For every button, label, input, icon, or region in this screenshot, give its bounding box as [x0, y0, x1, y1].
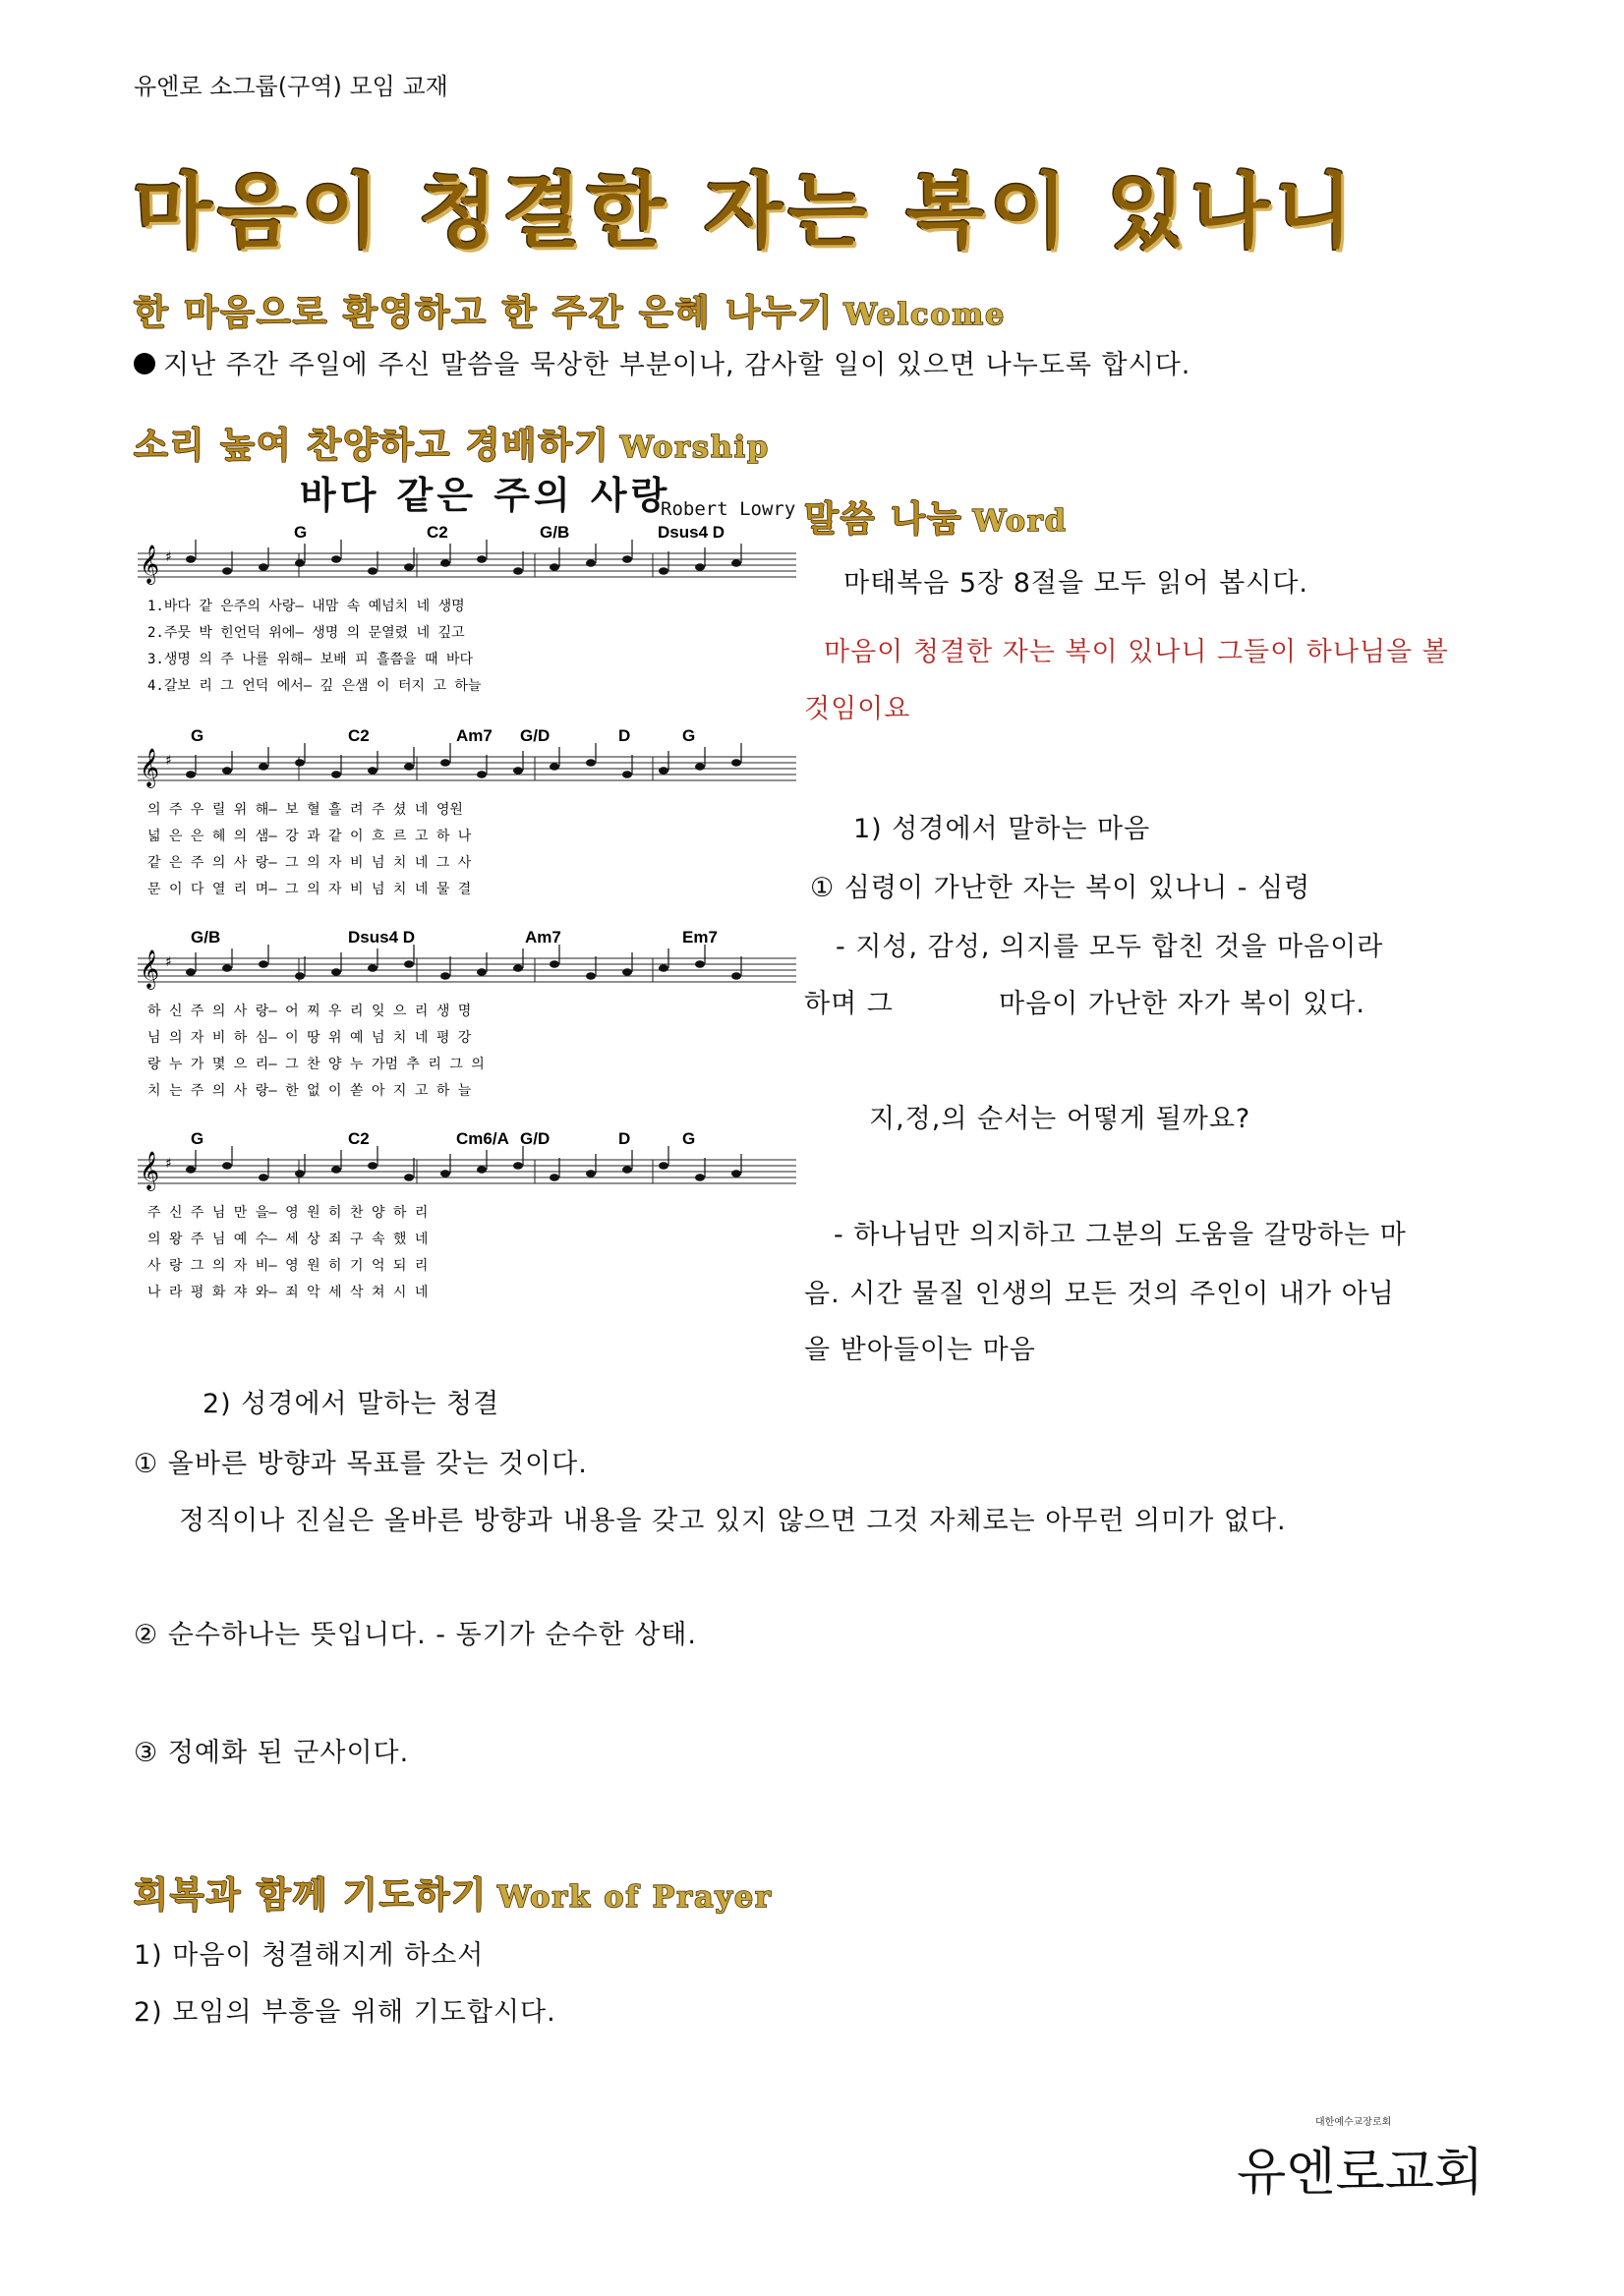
purity-point-1: ① 올바른 방향과 목표를 갖는 것이다. — [134, 1449, 588, 1479]
lyric-line: 의 왕 주 님 예 수― 세 상 죄 구 속 했 네 — [147, 1232, 429, 1247]
heart-desc-line-1: - 하나님만 의지하고 그분의 도움을 갈망하는 마 — [834, 1220, 1407, 1250]
sharp-icon: ♯ — [165, 954, 172, 970]
note-head — [368, 767, 377, 775]
note-head — [186, 555, 196, 563]
note-head — [477, 555, 487, 563]
note-head — [586, 972, 596, 980]
prayer-heading — [134, 1867, 773, 1918]
note-head — [222, 567, 232, 575]
heart-point-1-desc-1: - 지성, 감성, 의지를 모두 합친 것을 마음이라 — [836, 932, 1384, 962]
note-head — [477, 771, 487, 778]
chord-symbol: D — [618, 1129, 631, 1148]
purity-subtitle: 2) 성경에서 말하는 청결 — [203, 1389, 500, 1419]
chord-symbol: C2 — [348, 726, 370, 745]
note-head — [586, 759, 596, 767]
heart-desc-line-2: 음. 시간 물질 인생의 모든 것의 주인이 내가 아님 — [804, 1279, 1395, 1309]
note-head — [404, 1174, 414, 1181]
note-head — [513, 567, 523, 575]
note-head — [186, 1166, 196, 1174]
chord-symbol: Em7 — [682, 928, 718, 947]
note-head — [513, 1162, 523, 1170]
prayer-heading-en: Work of Prayer — [497, 1880, 773, 1915]
note-head — [295, 559, 305, 567]
note-head — [550, 960, 559, 968]
chord-symbol: G/B — [540, 523, 570, 542]
treble-clef-icon: 𝄞 — [140, 545, 160, 584]
note-head — [731, 972, 741, 980]
song-title: 바다 같은 주의 사랑 — [300, 474, 671, 517]
heart-point-1-desc-2a: 하며 그 — [804, 989, 894, 1019]
lyric-line: 사 랑 그 의 자 비― 영 원 히 기 억 되 리 — [147, 1258, 429, 1274]
purity-point-1-desc: 정직이나 진실은 올바른 방향과 내용을 갖고 있지 않으면 그것 자체로는 아무런 의미가 없다. — [179, 1506, 1287, 1536]
lyric-line: 3.생명 의 주 나를 위해― 보배 피 흘쯤을 때 바다 — [147, 652, 474, 667]
note-head — [368, 567, 377, 575]
note-head — [331, 771, 341, 778]
note-head — [259, 763, 268, 771]
note-head — [404, 763, 414, 771]
lyric-line: 치 는 주 의 사 랑― 한 없 이 쏟 아 지 고 하 늘 — [147, 1083, 472, 1099]
treble-clef-icon: 𝄞 — [140, 1151, 160, 1190]
worship-heading-en: Worship — [619, 430, 771, 465]
welcome-heading-en: Welcome — [843, 298, 1007, 332]
note-head — [695, 960, 705, 968]
bullet-icon — [134, 353, 155, 374]
chord-symbol: G — [682, 726, 696, 745]
chord-symbol: G/D — [520, 1129, 551, 1148]
word-heading — [804, 491, 1068, 542]
chord-symbol: G — [682, 1129, 696, 1148]
word-heading-ko: 말씀 나눔 — [804, 499, 963, 540]
verse-line-2: 것임이요 — [804, 694, 911, 724]
purity-point-3: ③ 정예화 된 군사이다. — [134, 1738, 410, 1768]
worship-heading-ko: 소리 높여 찬양하고 경배하기 — [134, 426, 610, 466]
prayer-heading-ko: 회복과 함께 기도하기 — [134, 1875, 489, 1916]
note-head — [259, 960, 268, 968]
chord-symbol: Dsus4 D — [658, 523, 725, 542]
music-system — [138, 523, 796, 694]
note-head — [659, 567, 668, 575]
chord-symbol: C2 — [427, 523, 448, 542]
note-head — [513, 964, 523, 972]
note-head — [404, 960, 414, 968]
note-head — [477, 968, 487, 976]
note-head — [731, 759, 741, 767]
note-head — [222, 767, 232, 775]
chord-symbol: Cm6/A — [456, 1129, 509, 1148]
lyric-line: 2.주뭇 박 힌언덕 위에― 생명 의 문열렸 네 깊고 — [147, 625, 465, 641]
treble-clef-icon: 𝄞 — [140, 949, 160, 989]
logo-small-text: 대한예수교장로회 — [1315, 2117, 1392, 2128]
note-head — [550, 1174, 559, 1181]
heart-question: 지,정,의 순서는 어떻게 될까요? — [869, 1104, 1251, 1134]
lyric-line: 같 은 주 의 사 랑― 그 의 자 비 넘 치 네 그 사 — [147, 855, 472, 871]
lyric-line: 의 주 우 릴 위 해― 보 혈 흘 려 주 셨 네 영원 — [147, 802, 463, 818]
chord-symbol: C2 — [348, 1129, 370, 1148]
worship-heading — [134, 418, 770, 468]
welcome-bullet-text: 지난 주간 주일에 주신 말씀을 묵상한 부분이나, 감사할 일이 있으면 나누도록 합시다. — [163, 350, 1191, 380]
note-head — [622, 968, 632, 976]
note-head — [368, 1162, 377, 1170]
heart-point-1-desc-2b: 마음이 가난한 자가 복이 있다. — [999, 989, 1365, 1019]
song-composer: Robert Lowry — [661, 498, 796, 520]
music-system — [138, 726, 796, 897]
sharp-icon: ♯ — [165, 549, 172, 565]
note-head — [186, 771, 196, 778]
note-head — [331, 555, 341, 563]
note-head — [622, 771, 632, 778]
note-head — [659, 1162, 668, 1170]
prayer-item-2: 2) 모임의 부흥을 위해 기도합시다. — [134, 1997, 556, 2028]
note-head — [222, 1162, 232, 1170]
note-head — [477, 1166, 487, 1174]
note-head — [695, 563, 705, 571]
note-head — [695, 763, 705, 771]
chord-symbol: Dsus4 D — [348, 928, 416, 947]
church-logo — [1237, 2103, 1484, 2211]
note-head — [440, 759, 450, 767]
note-head — [295, 1170, 305, 1177]
music-system — [138, 928, 796, 1099]
lyric-line: 1.바다 같 은주의 사랑― 내맘 속 예넘치 네 생명 — [147, 599, 465, 614]
note-head — [731, 1170, 741, 1177]
note-head — [695, 1174, 705, 1181]
verse-line-1: 마음이 청결한 자는 복이 있나니 그들이 하나님을 볼 — [824, 637, 1449, 667]
chord-symbol: G/B — [191, 928, 221, 947]
chord-symbol: Am7 — [525, 928, 561, 947]
note-head — [622, 555, 632, 563]
note-head — [622, 1166, 632, 1174]
note-head — [259, 1174, 268, 1181]
note-head — [259, 563, 268, 571]
note-head — [295, 972, 305, 980]
note-head — [513, 767, 523, 775]
note-head — [331, 1166, 341, 1174]
purity-point-2: ② 순수하나는 뜻입니다. - 동기가 순수한 상태. — [134, 1620, 698, 1650]
treble-clef-icon: 𝄞 — [140, 748, 160, 787]
lyric-line: 님 의 자 비 하 심― 이 땅 위 예 넘 치 네 평 강 — [147, 1030, 472, 1046]
heart-point-1: ① 심령이 가난한 자는 복이 있나니 - 심령 — [810, 873, 1311, 903]
lyric-line: 넓 은 은 혜 의 샘― 강 과 같 이 흐 르 고 하 나 — [147, 829, 472, 844]
welcome-heading-ko: 한 마음으로 환영하고 한 주간 은혜 나누기 — [134, 293, 835, 333]
note-head — [440, 559, 450, 567]
lyric-line: 4.갈보 리 그 언덕 에서― 깊 은샘 이 터지 고 하늘 — [147, 678, 482, 694]
welcome-heading — [134, 285, 1006, 335]
document-header: 유엔로 소그룹(구역) 모임 교재 — [134, 73, 448, 100]
music-system — [138, 1129, 796, 1300]
chord-symbol: G — [191, 1129, 204, 1148]
note-head — [731, 559, 741, 567]
note-head — [586, 559, 596, 567]
chord-symbol: G — [191, 726, 204, 745]
note-head — [659, 767, 668, 775]
logo-main-text: 유엔로교회 — [1237, 2146, 1484, 2202]
note-head — [550, 563, 559, 571]
note-head — [331, 968, 341, 976]
chord-symbol: D — [618, 726, 631, 745]
lyric-line: 나 라 평 화 쟈 와― 죄 악 세 삭 쳐 시 네 — [147, 1285, 429, 1300]
sheet-music — [132, 467, 800, 1361]
sharp-icon: ♯ — [165, 1156, 172, 1172]
note-head — [295, 759, 305, 767]
note-head — [440, 1170, 450, 1177]
sharp-icon: ♯ — [165, 753, 172, 769]
lyric-line: 문 이 다 열 리 며― 그 의 자 비 넘 치 네 물 결 — [147, 882, 472, 897]
note-head — [368, 964, 377, 972]
note-head — [586, 1170, 596, 1177]
lyric-line: 랑 누 가 몇 으 리― 그 찬 양 누 가멈 추 리 그 의 — [147, 1057, 485, 1072]
note-head — [440, 972, 450, 980]
welcome-bullet — [134, 352, 1190, 378]
chord-symbol: G/D — [520, 726, 551, 745]
chord-symbol: Am7 — [456, 726, 493, 745]
word-instruction: 마태복음 5장 8절을 모두 읽어 봅시다. — [843, 568, 1308, 599]
note-head — [550, 763, 559, 771]
lyric-line: 하 신 주 의 사 랑― 어 찌 우 리 잊 으 리 생 명 — [147, 1004, 472, 1019]
word-heading-en: Word — [972, 504, 1068, 539]
note-head — [186, 968, 196, 976]
page-title: 마음이 청결한 자는 복이 있나니 — [134, 165, 1359, 258]
lyric-line: 주 신 주 님 만 을― 영 원 히 찬 양 하 리 — [147, 1205, 429, 1221]
heart-subtitle: 1) 성경에서 말하는 마음 — [853, 814, 1151, 844]
chord-symbol: G — [294, 523, 308, 542]
note-head — [659, 964, 668, 972]
note-head — [222, 964, 232, 972]
note-head — [404, 563, 414, 571]
heart-desc-line-3: 을 받아들이는 마음 — [804, 1335, 1036, 1365]
prayer-item-1: 1) 마음이 청결해지게 하소서 — [134, 1940, 485, 1971]
